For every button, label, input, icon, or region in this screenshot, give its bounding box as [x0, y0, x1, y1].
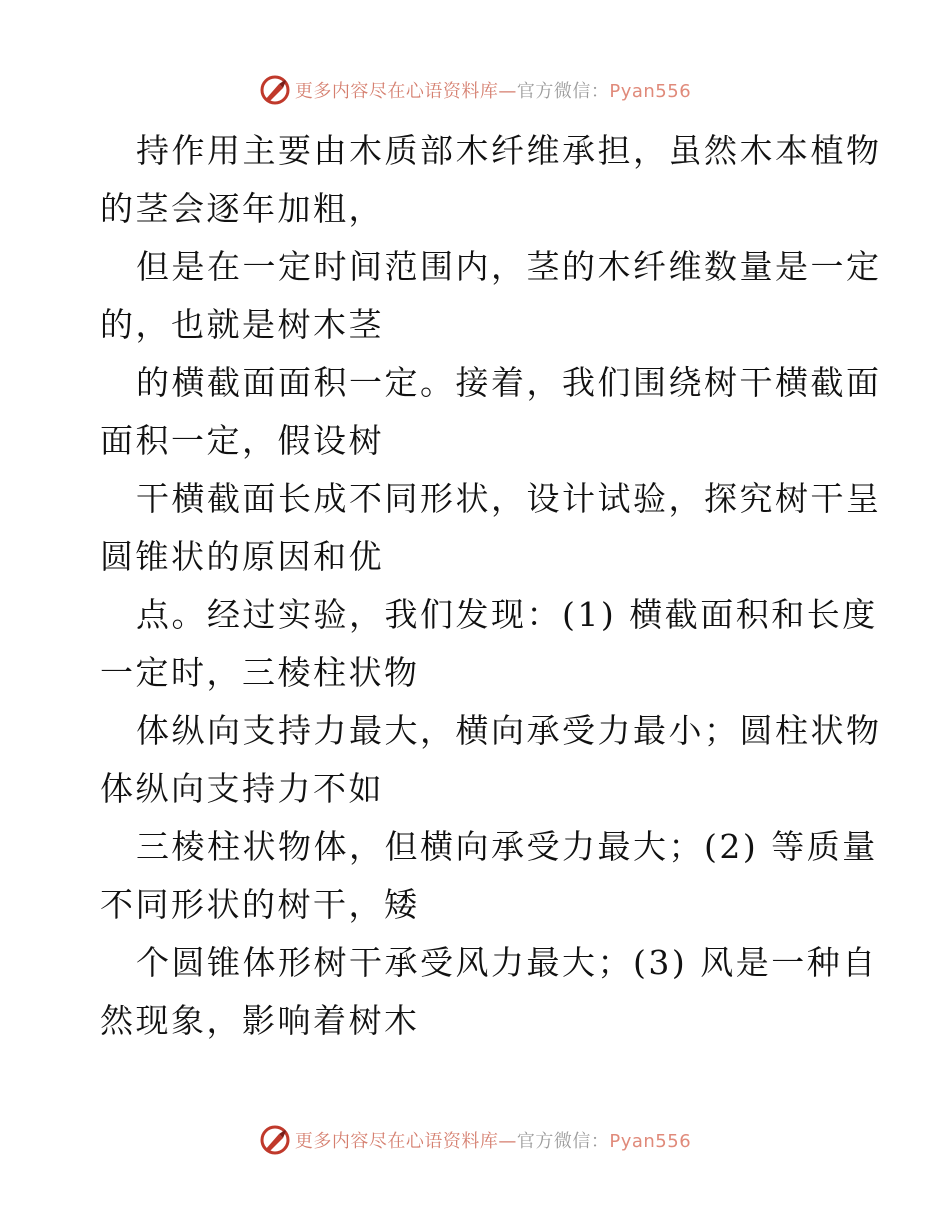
paragraph-line: 面积一定，假设树 [100, 421, 384, 460]
watermark-wechat-label: 官方微信： [516, 81, 610, 102]
watermark-text [295, 1127, 691, 1153]
paragraph-line: 点。经过实验，我们发现：(1) 横截面积和长度 [136, 595, 878, 634]
paragraph-line: 体纵向支持力最大，横向承受力最小；圆柱状物 [136, 711, 882, 750]
paragraph-line: 的横截面面积一定。接着，我们围绕树干横截面 [136, 363, 882, 402]
watermark-dash: — [498, 1131, 517, 1152]
watermark-wechat-label: 官方微信： [516, 1131, 610, 1152]
watermark-brand: 更多内容尽在心语资料库 [294, 1131, 499, 1152]
paragraph-line: 然现象，影响着树木 [100, 1001, 420, 1040]
document-body [100, 122, 882, 1050]
pen-logo-icon [259, 1124, 291, 1156]
paragraph-line: 三棱柱状物体，但横向承受力最大；(2) 等质量 [136, 827, 878, 866]
paragraph-line: 干横截面长成不同形状，设计试验，探究树干呈 [136, 479, 882, 518]
watermark-brand: 更多内容尽在心语资料库 [294, 81, 499, 102]
paragraph-line: 不同形状的树干，矮 [100, 885, 420, 924]
watermark-dash: — [498, 81, 517, 102]
paragraph-line: 的，也就是树木茎 [100, 305, 384, 344]
footer-watermark [0, 1122, 950, 1158]
watermark-text [295, 77, 691, 103]
paragraph-line: 但是在一定时间范围内，茎的木纤维数量是一定 [136, 247, 882, 286]
paragraph-line: 的茎会逐年加粗， [100, 189, 384, 228]
paragraph-line: 圆锥状的原因和优 [100, 537, 384, 576]
paragraph-line: 个圆锥体形树干承受风力最大；(3) 风是一种自 [136, 943, 878, 982]
watermark-wechat-id: Pyan556 [609, 81, 692, 102]
paragraph-line: 体纵向支持力不如 [100, 769, 384, 808]
paragraph-line: 一定时，三棱柱状物 [100, 653, 420, 692]
paragraph-line: 持作用主要由木质部木纤维承担，虽然木本植物 [136, 131, 882, 170]
watermark-wechat-id: Pyan556 [609, 1131, 692, 1152]
pen-logo-icon [259, 74, 291, 106]
header-watermark [0, 72, 950, 108]
